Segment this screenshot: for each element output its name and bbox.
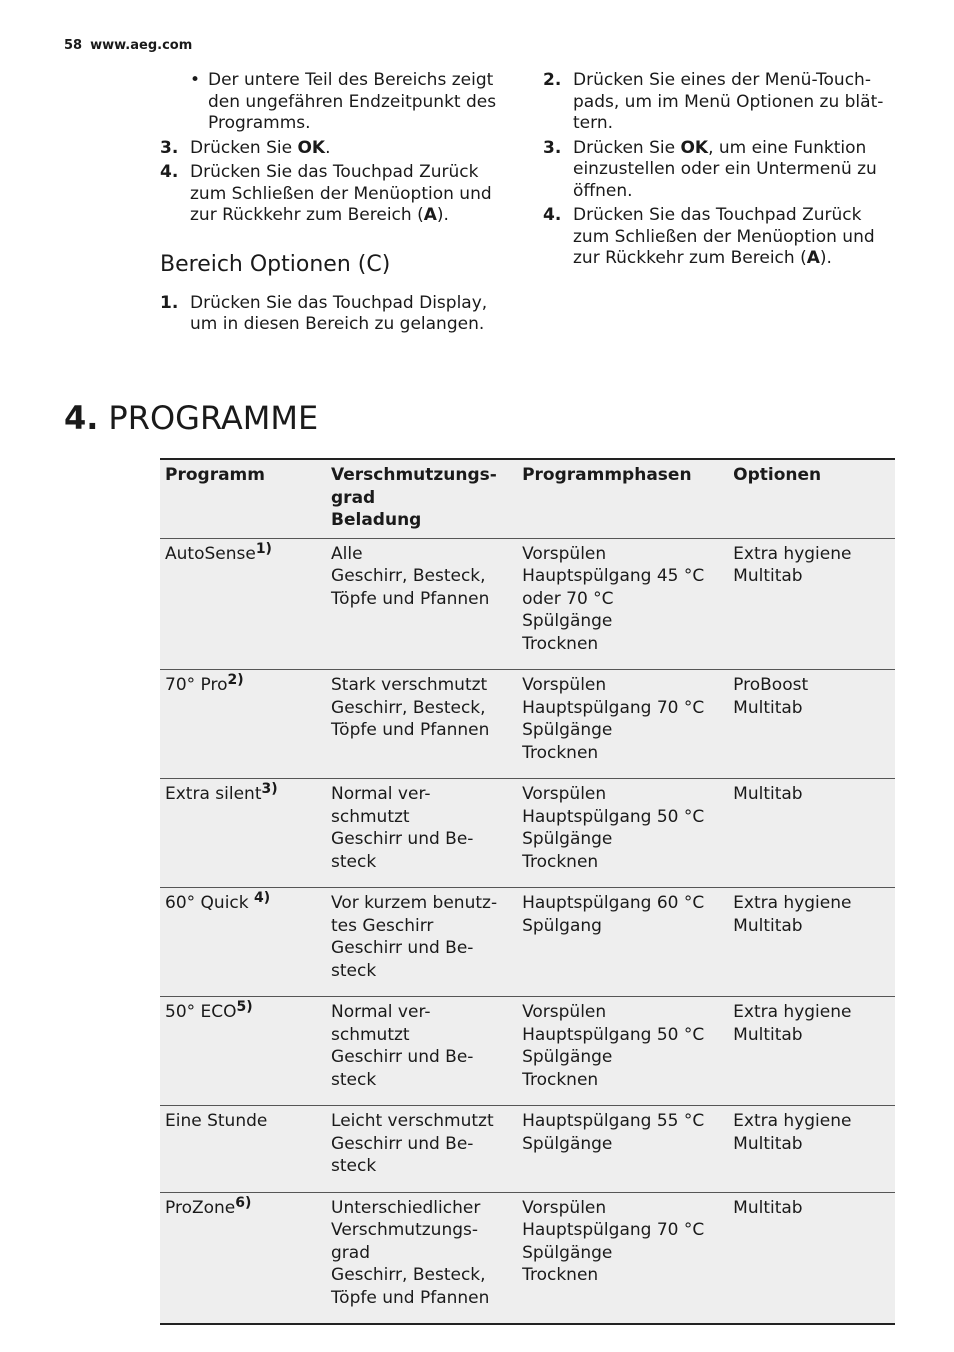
- programme-name: Extra silent: [165, 784, 262, 804]
- cell-line: Multitab: [733, 1133, 803, 1154]
- step-number: 3.: [160, 137, 179, 158]
- table-row: [160, 670, 895, 779]
- cell-line: Spülgänge: [522, 829, 613, 849]
- cell-optionen: [728, 779, 895, 888]
- step-number: 1.: [160, 292, 179, 313]
- step-text: Drücken Sie: [573, 137, 681, 158]
- cell-line: tes Geschirr: [331, 915, 434, 936]
- programme-name: Eine Stunde: [165, 1111, 268, 1131]
- cell-line: Geschirr und Be-: [331, 829, 474, 849]
- cell-line: Normal ver-: [331, 784, 431, 804]
- cell-line: Töpfe und Pfannen: [331, 588, 490, 609]
- cell-line: Hauptspülgang 70 °C: [522, 697, 705, 718]
- step-text: Drücken Sie das Touchpad Zurück zum Schließen der Menüoption und zur Rückkehr zum Bereich (: [190, 162, 492, 225]
- step-text: Drücken Sie das Touchpad Zurück zum Schließen der Menüoption und zur Rückkehr zum Bereich (: [573, 205, 875, 268]
- cell-line: Hauptspülgang 50 °C: [522, 806, 705, 827]
- cell-programm: [160, 779, 326, 888]
- cell-line: Töpfe und Pfannen: [331, 1287, 490, 1308]
- step-text: , um eine Funktion einzustellen oder ein Untermenü zu öffnen.: [573, 137, 877, 201]
- step-bold-text: A: [806, 248, 820, 268]
- step-text: Drücken Sie das Touchpad Display, um in diesen Bereich zu gelangen.: [190, 292, 488, 334]
- section-heading: PROGRAMME: [108, 399, 319, 437]
- cell-line: Vor kurzem benutz-: [331, 893, 498, 913]
- cell-line: Extra hygiene: [733, 893, 852, 913]
- cell-line: Spülgänge: [522, 1133, 613, 1154]
- cell-line: Leicht verschmutzt: [331, 1111, 494, 1131]
- footnote-marker: 2): [227, 672, 244, 688]
- cell-programm: [160, 888, 326, 997]
- cell-line: Spülgänge: [522, 611, 613, 631]
- cell-line: schmutzt: [331, 806, 410, 827]
- table-row: [160, 779, 895, 888]
- cell-line: Hauptspülgang 50 °C: [522, 1024, 705, 1045]
- cell-line: Geschirr und Be-: [331, 938, 474, 958]
- page-number: 58: [64, 38, 83, 53]
- cell-line: Extra hygiene: [733, 1111, 852, 1131]
- step-text: ).: [819, 248, 832, 268]
- cell-line: Hauptspülgang 45 °C: [522, 566, 705, 586]
- cell-line: Vorspülen: [522, 543, 607, 564]
- cell-optionen: [728, 1192, 895, 1324]
- cell-line: Vorspülen: [522, 1002, 607, 1022]
- cell-verschmutzungsgrad: [326, 779, 517, 888]
- programme-name: 50° ECO: [165, 1002, 237, 1022]
- cell-line: Extra hygiene: [733, 543, 852, 564]
- cell-line: Multitab: [733, 1024, 803, 1045]
- cell-programmphasen: [517, 1192, 728, 1324]
- programme-name: AutoSense: [165, 543, 256, 564]
- cell-programm: [160, 1106, 326, 1193]
- header-line: Beladung: [331, 510, 422, 530]
- list-bullet-item: [160, 70, 505, 135]
- cell-optionen: [728, 538, 895, 670]
- cell-verschmutzungsgrad: [326, 888, 517, 997]
- cell-line: Vorspülen: [522, 1197, 607, 1218]
- table-body: [160, 538, 895, 1324]
- header-optionen: Optionen: [728, 459, 895, 538]
- cell-line: Geschirr und Be-: [331, 1133, 474, 1154]
- bullet-text: Der untere Teil des Bereichs zeigt den ungefähren Endzeitpunkt des Programms.: [208, 70, 497, 133]
- cell-line: Hauptspülgang 70 °C: [522, 1220, 705, 1240]
- cell-programmphasen: [517, 538, 728, 670]
- cell-line: steck: [331, 851, 377, 872]
- cell-programmphasen: [517, 670, 728, 779]
- footnote-marker: 4): [254, 890, 271, 906]
- footnote-marker: 6): [235, 1194, 252, 1211]
- step-bold-text: OK: [297, 137, 326, 158]
- cell-programmphasen: [517, 779, 728, 888]
- table-row: [160, 997, 895, 1106]
- step-bold-text: A: [423, 205, 437, 225]
- cell-line: steck: [331, 1156, 377, 1176]
- cell-line: Multitab: [733, 784, 803, 804]
- cell-programm: [160, 997, 326, 1106]
- cell-line: steck: [331, 1069, 377, 1090]
- table-row: [160, 888, 895, 997]
- cell-line: Multitab: [733, 697, 803, 718]
- step-text: Drücken Sie: [190, 137, 298, 158]
- step-3: [543, 138, 898, 203]
- step-3: [160, 138, 505, 160]
- cell-line: Multitab: [733, 1197, 803, 1218]
- step-4: [160, 162, 505, 227]
- cell-line: Vorspülen: [522, 675, 607, 695]
- cell-programmphasen: [517, 1106, 728, 1193]
- website-url: www.aeg.com: [90, 38, 193, 53]
- header-programm: Programm: [160, 459, 326, 538]
- page-header: [64, 38, 192, 53]
- cell-line: Trocknen: [522, 742, 599, 763]
- step-number: 3.: [543, 137, 562, 158]
- cell-verschmutzungsgrad: [326, 670, 517, 779]
- cell-line: Trocknen: [522, 851, 599, 872]
- cell-line: steck: [331, 960, 377, 981]
- cell-line: Unterschiedlicher: [331, 1197, 481, 1218]
- programme-name: 70° Pro: [165, 675, 228, 695]
- subheading-options-area: Bereich Optionen (C): [160, 251, 391, 277]
- cell-optionen: [728, 888, 895, 997]
- step-number: 4.: [160, 162, 179, 182]
- cell-programmphasen: [517, 888, 728, 997]
- cell-programmphasen: [517, 997, 728, 1106]
- cell-line: Stark verschmutzt: [331, 675, 488, 695]
- section-title: [64, 398, 318, 438]
- left-column: [160, 70, 505, 339]
- cell-verschmutzungsgrad: [326, 997, 517, 1106]
- programme-table: [160, 458, 895, 1325]
- cell-line: Trocknen: [522, 633, 599, 654]
- cell-line: schmutzt: [331, 1024, 410, 1045]
- footnote-marker: 3): [261, 781, 278, 797]
- cell-verschmutzungsgrad: [326, 1192, 517, 1324]
- table-row: [160, 1106, 895, 1193]
- cell-optionen: [728, 670, 895, 779]
- cell-line: Hauptspülgang 55 °C: [522, 1111, 705, 1131]
- table-row: [160, 538, 895, 670]
- table-header-row: [160, 459, 895, 538]
- step-text: ).: [436, 205, 449, 225]
- cell-line: Alle: [331, 543, 363, 564]
- cell-optionen: [728, 997, 895, 1106]
- cell-line: Extra hygiene: [733, 1002, 852, 1022]
- cell-line: Spülgänge: [522, 720, 613, 740]
- cell-programm: [160, 670, 326, 779]
- cell-line: Spülgänge: [522, 1047, 613, 1067]
- cell-optionen: [728, 1106, 895, 1193]
- step-text: .: [325, 137, 331, 158]
- cell-verschmutzungsgrad: [326, 538, 517, 670]
- right-column: [543, 70, 898, 273]
- cell-line: Geschirr, Besteck,: [331, 697, 486, 718]
- table-row: [160, 1192, 895, 1324]
- step-1: [160, 293, 505, 336]
- cell-line: oder 70 °C: [522, 588, 614, 609]
- cell-line: Multitab: [733, 915, 803, 936]
- footnote-marker: 1): [255, 540, 272, 557]
- cell-line: ProBoost: [733, 675, 809, 695]
- cell-line: Töpfe und Pfannen: [331, 720, 490, 740]
- cell-line: Hauptspülgang 60 °C: [522, 893, 705, 913]
- cell-line: Geschirr, Besteck,: [331, 566, 486, 586]
- cell-programm: [160, 538, 326, 670]
- cell-line: Vorspülen: [522, 784, 607, 804]
- step-2: [543, 70, 898, 135]
- cell-line: Trocknen: [522, 1265, 599, 1285]
- cell-line: Spülgang: [522, 915, 602, 936]
- step-4: [543, 205, 898, 270]
- section-number: 4.: [64, 399, 99, 437]
- step-text: Drücken Sie eines der Menü-Touch-pads, um im Menü Optionen zu blät-tern.: [573, 70, 884, 133]
- step-number: 2.: [543, 70, 562, 90]
- header-line: grad: [331, 487, 376, 508]
- programme-name: 60° Quick: [165, 893, 255, 913]
- cell-line: Geschirr, Besteck,: [331, 1265, 486, 1285]
- bullet-dot: •: [190, 70, 201, 90]
- header-verschmutzungsgrad: [326, 459, 517, 538]
- cell-line: Multitab: [733, 566, 803, 586]
- cell-verschmutzungsgrad: [326, 1106, 517, 1193]
- cell-line: Spülgänge: [522, 1242, 613, 1263]
- header-programmphasen: Programmphasen: [517, 459, 728, 538]
- cell-line: Geschirr und Be-: [331, 1047, 474, 1067]
- step-number: 4.: [543, 205, 562, 225]
- cell-programm: [160, 1192, 326, 1324]
- header-line: Verschmutzungs-: [331, 465, 497, 485]
- footnote-marker: 5): [236, 999, 253, 1015]
- cell-line: Verschmutzungs-: [331, 1220, 479, 1240]
- step-bold-text: OK: [680, 137, 709, 158]
- cell-line: grad: [331, 1242, 371, 1263]
- cell-line: Trocknen: [522, 1069, 599, 1090]
- cell-line: Normal ver-: [331, 1002, 431, 1022]
- programme-name: ProZone: [165, 1197, 236, 1218]
